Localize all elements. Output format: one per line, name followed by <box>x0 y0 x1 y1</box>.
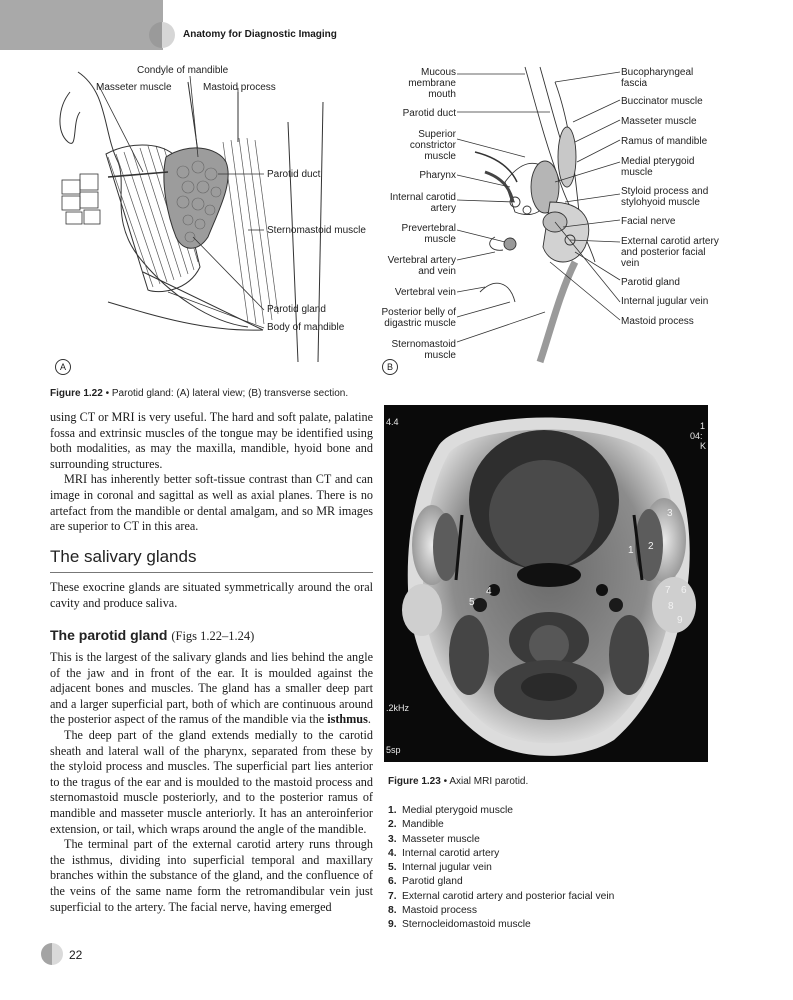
label-buccinator-muscle: Buccinator muscle <box>621 96 703 107</box>
running-header-title: Anatomy for Diagnostic Imaging <box>183 29 337 40</box>
subsection-title-parotid <box>50 627 254 644</box>
legend-number: 3. <box>388 833 397 845</box>
label-body-of-mandible: Body of mandible <box>267 322 345 333</box>
legend-text: External carotid artery and posterior facial vein <box>402 890 615 902</box>
label-medial-pterygoid: Medial pterygoid muscle <box>621 156 695 178</box>
label-prevertebral-muscle: Prevertebral muscle <box>401 223 456 245</box>
label-sternomastoid-muscle-a: Sternomastoid muscle <box>267 225 366 236</box>
legend-text: Internal carotid artery <box>402 847 500 859</box>
legend-text: Mandible <box>402 819 444 831</box>
subsection-title-text: The parotid gland <box>50 627 168 643</box>
label-ramus-of-mandible: Ramus of mandible <box>621 136 708 147</box>
label-styloid-process: Styloid process and stylohyoid muscle <box>621 186 709 208</box>
label-parotid-gland-a: Parotid gland <box>267 304 326 315</box>
paragraph-largest-gland <box>50 650 373 728</box>
legend-item <box>388 818 614 832</box>
label-parotid-duct-a: Parotid duct <box>267 169 321 180</box>
legend-number: 7. <box>388 890 397 902</box>
legend-item <box>388 804 614 818</box>
legend-item <box>388 890 614 904</box>
mri-number-8: 8 <box>668 601 674 612</box>
body-paragraphs-top <box>50 410 373 535</box>
paragraph-deep-part: The deep part of the gland extends medially to the carotid sheath and lateral wall of the pharynx, separated from these by the styloid process and muscles. The superficial part lies anterior to the tragus of the ear and is moulded to the mastoid process and sternomastoid muscle posteriorly, and to the posterior ramus of mandible and masseter muscle anteriorly. It has an anteroinferior extension, or tail, which wraps around the angle of the mandible. <box>50 727 373 836</box>
term-isthmus: isthmus <box>327 712 368 727</box>
legend-text: Internal jugular vein <box>402 862 492 874</box>
mri-legend-list <box>388 804 614 933</box>
label-mastoid-process-b: Mastoid process <box>621 316 694 327</box>
figure-1-23-label: Figure 1.23 <box>388 776 441 787</box>
label-condyle-of-mandible: Condyle of mandible <box>137 65 229 76</box>
label-bucopharyngeal-fascia: Bucopharyngeal fascia <box>621 67 694 89</box>
mri-number-1: 1 <box>628 545 634 556</box>
mri-overlay-top-right-1: 1 <box>700 421 706 431</box>
paragraph-ct-mri: using CT or MRI is very useful. The hard and soft palate, palatine fossa and extrinsic muscles of the tongue may be identified using both modalities, as may the maxilla, mandible, hyoid bone and surrounding structures. <box>50 410 373 471</box>
header-tab-circle <box>149 22 175 48</box>
label-superior-constrictor: Superior constrictor muscle <box>409 129 456 162</box>
mri-overlay-frequency: .2kHz <box>386 703 410 713</box>
subsection-figure-ref: (Figs 1.22–1.24) <box>171 629 255 643</box>
legend-text: Parotid gland <box>402 876 463 888</box>
legend-number: 5. <box>388 862 397 874</box>
legend-number: 4. <box>388 847 397 859</box>
mri-number-3: 3 <box>667 508 673 519</box>
legend-text: Medial pterygoid muscle <box>402 805 514 816</box>
mri-number-9: 9 <box>677 615 683 626</box>
label-parotid-gland-b: Parotid gland <box>621 277 680 288</box>
mri-number-5: 5 <box>469 597 475 608</box>
panel-letter-a: A <box>55 359 71 375</box>
body-paragraphs-parotid <box>50 650 373 915</box>
mri-number-6: 6 <box>681 585 687 596</box>
mri-number-2: 2 <box>648 541 654 552</box>
section-divider <box>50 572 373 573</box>
figure-1-23-caption <box>388 776 528 787</box>
legend-number: 2. <box>388 819 397 831</box>
mri-image <box>384 405 708 762</box>
legend-item <box>388 875 614 889</box>
label-mucous-membrane: Mucous membrane mouth <box>408 67 456 100</box>
label-vertebral-artery-vein: Vertebral artery and vein <box>387 255 456 277</box>
panel-letter-b: B <box>382 359 398 375</box>
section-title-salivary-glands: The salivary glands <box>50 547 197 566</box>
page-number: 22 <box>69 948 83 962</box>
paragraph-largest-gland-text: This is the largest of the salivary glands and lies behind the angle of the jaw and in front of the ear. It is moulded against the adjacent bones and muscles. The gland has a smaller deep part and a larger superficial part, both of which are continuous around the posterior aspect of the ramus of the mandible via the <box>50 650 373 727</box>
mri-overlay-top-left: 4.4 <box>386 417 399 427</box>
label-masseter-muscle: Masseter muscle <box>96 82 172 93</box>
label-mastoid-process: Mastoid process <box>203 82 276 93</box>
paragraph-mri-contrast: MRI has inherently better soft-tissue contrast than CT and can image in coronal and sagittal as well as axial planes. There is no artefact from the mandible or dental amalgam, and so MR images are superior to CT in this area. <box>50 472 373 534</box>
label-posterior-belly-digastric: Posterior belly of digastric muscle <box>381 307 456 329</box>
legend-text: Mastoid process <box>402 905 477 917</box>
label-vertebral-vein: Vertebral vein <box>394 287 456 298</box>
label-parotid-duct-b: Parotid duct <box>402 108 456 119</box>
legend-item <box>388 833 614 847</box>
label-internal-carotid-artery: Internal carotid artery <box>389 192 456 214</box>
label-facial-nerve: Facial nerve <box>621 216 676 227</box>
mri-overlay-top-right-3: K <box>700 441 707 451</box>
mri-overlay-bottom: 5sp <box>386 745 401 755</box>
body-paragraph-salivary <box>50 580 373 611</box>
paragraph-largest-gland-end: . <box>367 712 371 727</box>
legend-number: 9. <box>388 919 397 931</box>
label-sternomastoid-muscle-b: Sternomastoid muscle <box>391 339 456 361</box>
caption-bullet: • <box>105 388 110 399</box>
legend-text: Masseter muscle <box>402 833 480 845</box>
caption-bullet-2: • <box>443 776 448 787</box>
figure-1-23-text: Axial MRI parotid. <box>449 776 529 787</box>
label-pharynx: Pharynx <box>419 170 456 181</box>
footer-page-circle <box>41 943 63 965</box>
legend-item <box>388 918 614 932</box>
figure-1-22-label: Figure 1.22 <box>50 388 103 399</box>
paragraph-exocrine: These exocrine glands are situated symmetrically around the oral cavity and produce saliva. <box>50 580 373 610</box>
paragraph-terminal-part: The terminal part of the external carotid artery runs through the isthmus, dividing into superficial temporal and maxillary branches within the substance of the gland, and the confluence of the veins of the same name form the retromandibular vein just superficial to the artery. The facial nerve, having emerged <box>50 837 373 914</box>
mri-overlay-top-right-2: 04: <box>690 431 703 441</box>
mri-number-7: 7 <box>665 585 671 596</box>
label-external-carotid-artery: External carotid artery and posterior facial vein <box>621 236 719 269</box>
figure-1-22-caption <box>50 388 348 399</box>
header-band <box>0 0 163 50</box>
mri-number-4: 4 <box>486 586 492 597</box>
legend-item <box>388 861 614 875</box>
legend-item <box>388 904 614 918</box>
mri-axial-slice <box>384 405 708 762</box>
legend-item <box>388 847 614 861</box>
figure-1-22-text: Parotid gland: (A) lateral view; (B) transverse section. <box>111 388 349 399</box>
label-masseter-muscle-b: Masseter muscle <box>621 116 697 127</box>
legend-number: 8. <box>388 905 397 917</box>
label-internal-jugular-vein: Internal jugular vein <box>621 296 709 307</box>
legend-text: Sternocleidomastoid muscle <box>402 919 531 931</box>
legend-number: 1. <box>388 805 397 816</box>
legend-number: 6. <box>388 876 397 888</box>
figure-b-drawing <box>455 62 625 372</box>
